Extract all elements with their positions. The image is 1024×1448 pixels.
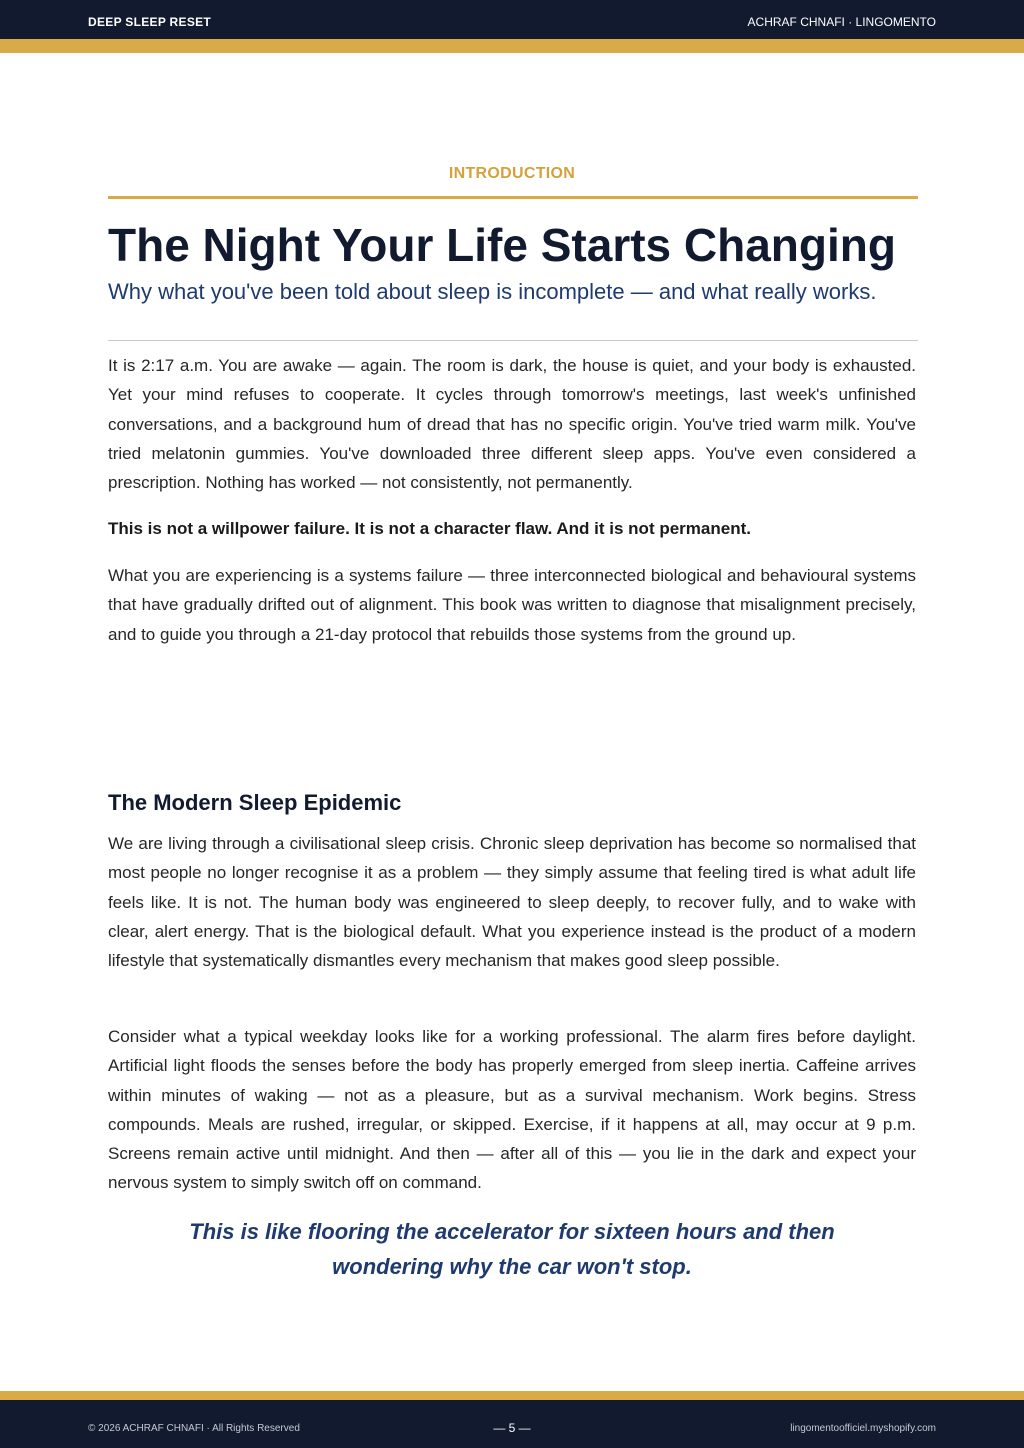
chapter-title: The Night Your Life Starts Changing bbox=[108, 219, 896, 271]
weekday-paragraph: Consider what a typical weekday looks like for a working professional. The alarm fires before daylight. Artificial light floods the senses before the body has properly emerged from sleep inertia. Caffeine arrives within minutes of waking — not as a pleasure, but as a survival mechanism. Work begins. Stress compounds. Meals are rushed, irregular, or skipped. Exercise, if it happens at all, may occur at 9 p.m. Screens remain active until midnight. And then — after all of this — you lie in the dark and expect your nervous system to simply switch off on command. bbox=[108, 1027, 916, 1193]
intro-paragraph: It is 2:17 a.m. You are awake — again. The room is dark, the house is quiet, and your body is exhausted. Yet your mind refuses to cooperate. It cycles through tomorrow's meetings, last week's unfinished conversations, and a background hum of dread that has no specific origin. You've tried warm milk. You've tried melatonin gummies. You've downloaded three different sleep apps. You've even considered a prescription. Nothing has worked — not consistently, not permanently. bbox=[108, 356, 916, 493]
chapter-divider bbox=[108, 196, 918, 199]
header-accent-band bbox=[0, 39, 1024, 53]
pull-quote-line-2: wondering why the car won't stop. bbox=[332, 1254, 692, 1279]
footer-accent-band bbox=[0, 1391, 1024, 1400]
copyright-notice: © 2026 ACHRAF CHNAFI · All Rights Reserved bbox=[88, 1423, 300, 1434]
systems-paragraph: What you are experiencing is a systems failure — three interconnected biological and behavioural systems that have gradually drifted out of alignment. This book was written to diagnose that misalignment precisely, and to guide you through a 21-day protocol that rebuilds those systems from the ground up. bbox=[108, 566, 916, 644]
emphasis-line: This is not a willpower failure. It is not a character flaw. And it is not permanent. bbox=[108, 519, 751, 538]
pull-quote-line-1: This is like flooring the accelerator for sixteen hours and then bbox=[189, 1219, 835, 1244]
subtitle-divider bbox=[108, 340, 918, 341]
pull-quote bbox=[108, 1214, 916, 1284]
page-footer bbox=[0, 1400, 1024, 1448]
page-number: — 5 — bbox=[493, 1421, 531, 1435]
epidemic-paragraph: We are living through a civilisational sleep crisis. Chronic sleep deprivation has become so normalised that most people no longer recognise it as a problem — they simply assume that feeling tired is what adult life feels like. It is not. The human body was engineered to sleep deeply, to recover fully, and to wake with clear, alert energy. That is the biological default. What you experience instead is the product of a modern lifestyle that systematically dismantles every mechanism that makes good sleep possible. bbox=[108, 834, 916, 971]
chapter-label: INTRODUCTION bbox=[448, 165, 576, 182]
author-credit: ACHRAF CHNAFI · LINGOMENTO bbox=[747, 15, 936, 29]
book-title: DEEP SLEEP RESET bbox=[88, 15, 212, 29]
chapter-subtitle: Why what you've been told about sleep is incomplete — and what really works. bbox=[108, 279, 877, 304]
page-header bbox=[0, 0, 1024, 39]
website-link[interactable]: lingomentoofficiel.myshopify.com bbox=[790, 1423, 936, 1434]
section-heading: The Modern Sleep Epidemic bbox=[108, 790, 402, 815]
